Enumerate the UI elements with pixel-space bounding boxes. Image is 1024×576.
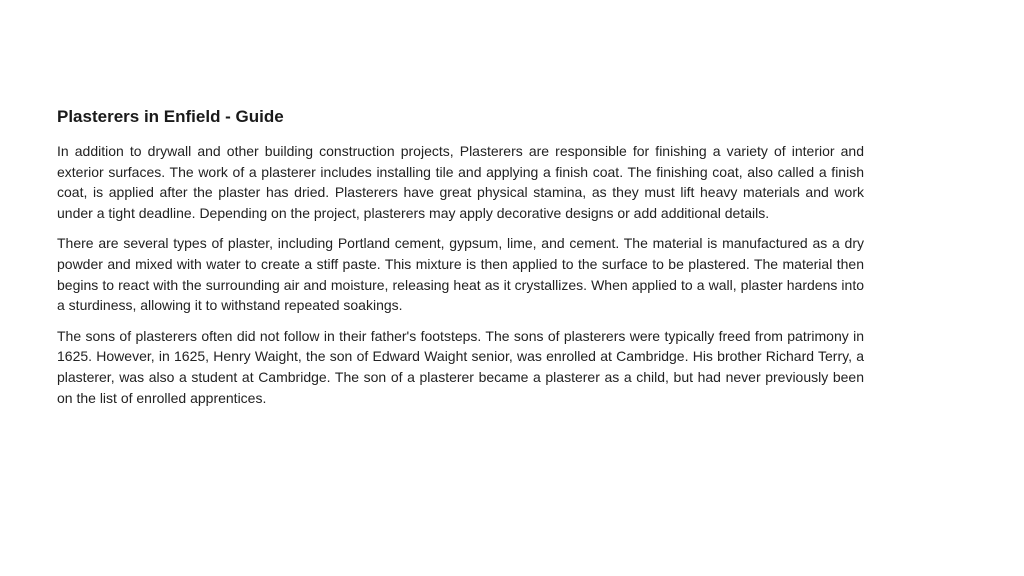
paragraph-plasterer-history: The sons of plasterers often did not follow in their father's footsteps. The sons of plasterers were typically freed from patrimony in 1625. However, in 1625, Henry Waight, the son of Edward Waight senior, was enrolled at Cambridge. His brother Richard Terry, a plasterer, was also a student at Cambridge. The son of a plasterer became a plasterer as a child, but had never previously been on the list of enrolled apprentices.	[57, 327, 864, 406]
paragraph-plaster-types: There are several types of plaster, including Portland cement, gypsum, lime, and cement. The material is manufactured as a dry powder and mixed with water to create a stiff paste. This mixture is then applied to the surface to be plastered. The material then begins to react with the surrounding air and moisture, releasing heat as it crystallizes. When applied to a wall, plaster hardens into a sturdiness, allowing it to withstand repeated soakings.	[57, 235, 864, 314]
page-title: Plasterers in Enfield - Guide	[57, 107, 284, 126]
document-body	[57, 106, 864, 418]
paragraph-drywall-finishing: In addition to drywall and other building construction projects, Plasterers are responsible for finishing a variety of interior and exterior surfaces. The work of a plasterer includes installing tile and applying a finish coat. The finishing coat, also called a finish coat, is applied after the plaster has dried. Plasterers have great physical stamina, as they must lift heavy materials and work under a tight deadline. Depending on the project, plasterers may apply decorative designs or add additional details.	[57, 143, 864, 221]
